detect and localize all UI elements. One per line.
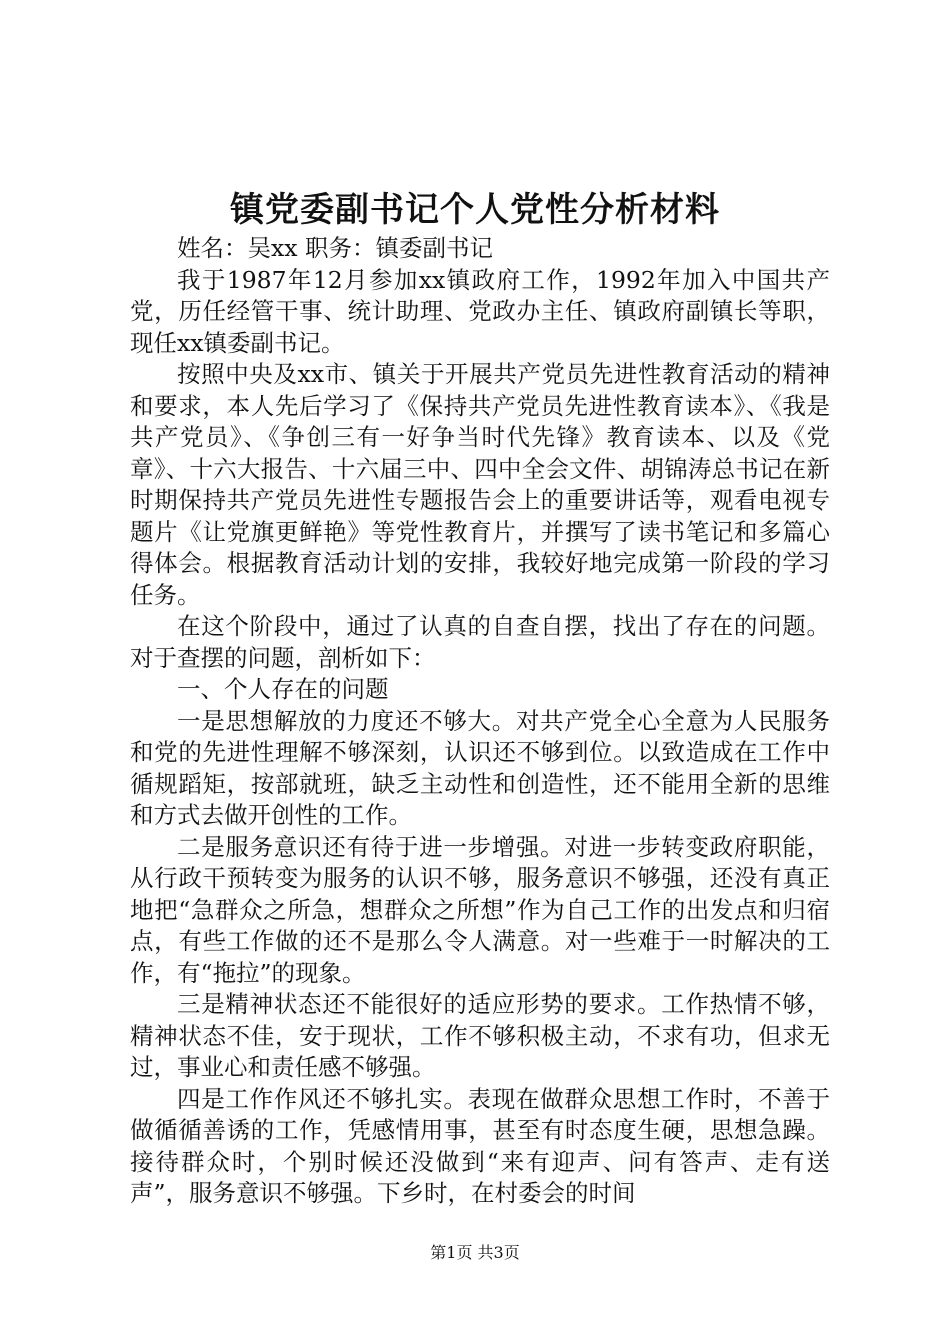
author-line: 姓名：吴xx 职务：镇委副书记	[177, 234, 493, 262]
section-heading: 一、个人存在的问题	[177, 675, 389, 703]
paragraph-self-check: 在这个阶段中，通过了认真的自查自摆，找出了存在的问题。对于查摆的问题，剖析如下：	[130, 612, 830, 672]
document-body	[130, 233, 830, 1210]
paragraph-problem-3: 三是精神状态还不能很好的适应形势的要求。工作热情不够，精神状态不佳，安于现状，工作不够积极主动，不求有功，但求无过，事业心和责任感不够强。	[130, 990, 830, 1081]
page-number: 第1页 共3页	[430, 1243, 520, 1262]
paragraph-problem-4: 四是工作作风还不够扎实。表现在做群众思想工作时，不善于做循循善诱的工作，凭感情用事，甚至有时态度生硬，思想急躁。接待群众时，个别时候还没做到“来有迎声、问有答声、走有送声”，服务意识不够强。下乡时，在村委会的时间	[130, 1084, 830, 1207]
paragraph-study: 按照中央及xx市、镇关于开展共产党员先进性教育活动的精神和要求，本人先后学习了《保持共产党员先进性教育读本》、《我是共产党员》、《争创三有一好争当时代先锋》教育读本、以及《党章》、十六大报告、十六届三中、四中全会文件、胡锦涛总书记在新时期保持共产党员先进性专题报告会上的重要讲话等，观看电视专题片《让党旗更鲜艳》等党性教育片，并撰写了读书笔记和多篇心得体会。根据教育活动计划的安排，我较好地完成第一阶段的学习任务。	[130, 360, 830, 609]
paragraph-problem-2: 二是服务意识还有待于进一步增强。对进一步转变政府职能，从行政干预转变为服务的认识不够，服务意识不够强，还没有真正地把“急群众之所急，想群众之所想”作为自己工作的出发点和归宿点，有些工作做的还不是那么令人满意。对一些难于一时解决的工作，有“拖拉”的现象。	[130, 832, 830, 987]
document-title: 镇党委副书记个人党性分析材料	[230, 190, 720, 230]
paragraph-background: 我于1987年12月参加xx镇政府工作，1992年加入中国共产党，历任经管干事、统计助理、党政办主任、镇政府副镇长等职，现任xx镇委副书记。	[130, 265, 830, 357]
paragraph-problem-1: 一是思想解放的力度还不够大。对共产党全心全意为人民服务和党的先进性理解不够深刻，认识还不够到位。以致造成在工作中循规蹈矩，按部就班，缺乏主动性和创造性，还不能用全新的思维和方式去做开创性的工作。	[130, 706, 830, 829]
